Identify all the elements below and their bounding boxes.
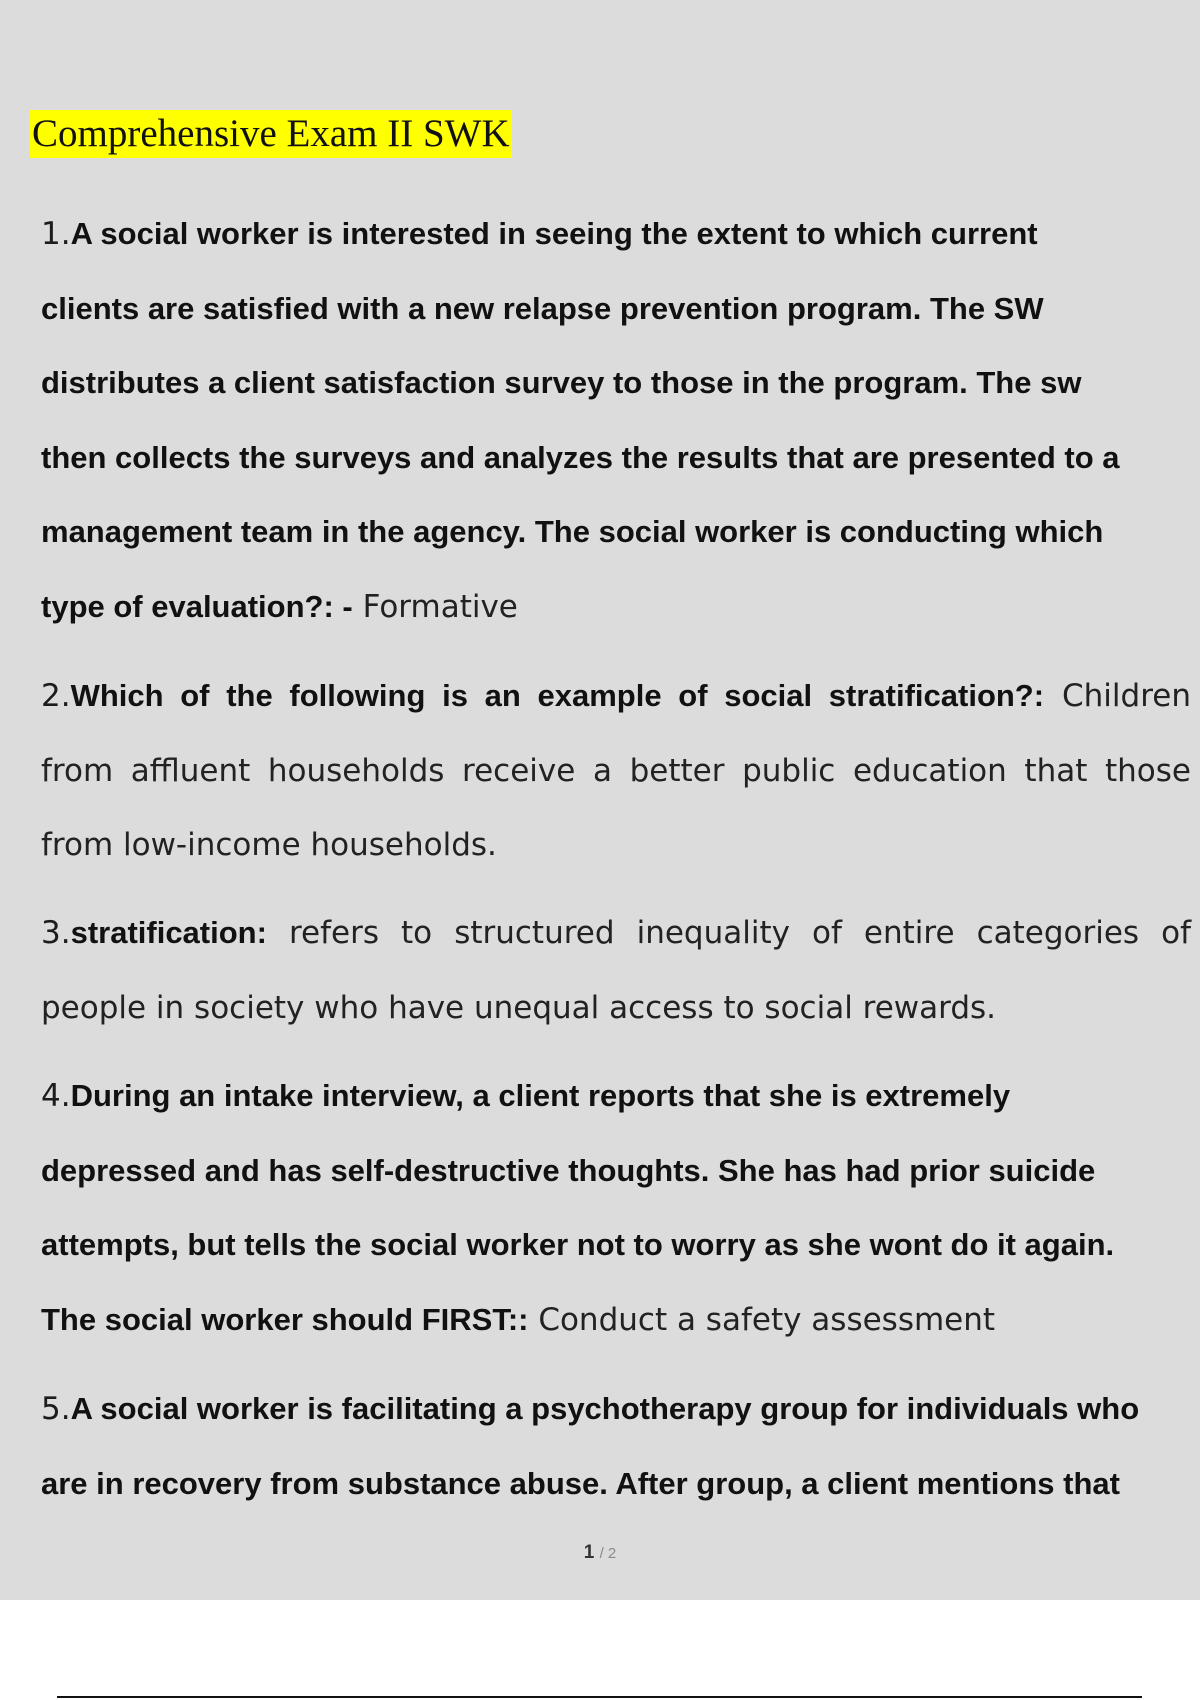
question-text-line: The social worker should FIRST:: [41,1301,529,1337]
question-text-line: During an intake interview, a client reports that she is extremely [70,1078,1011,1113]
total-pages: / 2 [599,1545,617,1562]
question-number: 4. [41,1078,71,1114]
document-title: Comprehensive Exam II SWK [30,110,512,158]
question-item-3 [41,896,1191,1045]
question-text-line: distributes a client satisfaction survey to those in the program. The sw [41,365,1082,400]
question-item-4 [41,1059,1191,1357]
answer-text: Formative [352,588,518,625]
question-text-line: type of evaluation?: - [41,588,353,624]
question-number: 1. [41,216,71,252]
question-item-1 [41,197,1191,644]
question-item-2 [41,659,1191,883]
next-page-divider [57,1696,1142,1698]
question-number: 5. [41,1391,71,1427]
question-number: 3. [41,915,71,951]
question-text-line: management team in the agency. The social worker is conducting which [41,514,1104,549]
question-text-line: clients are satisfied with a new relapse prevention program. The SW [41,290,1044,326]
question-item-5 [41,1372,1191,1521]
question-text-line: then collects the surveys and analyzes the results that are presented to a [41,439,1120,475]
answer-text: refers to structured inequality of entire categories of people in society who have unequal access to social rewards. [41,915,1191,1026]
question-text: stratification: [70,915,267,950]
question-text: Which of the following is an example of social stratification?: [70,678,1045,713]
current-page-number: 1 [583,1542,595,1563]
question-text-line: A social worker is interested in seeing the extent to which current [70,216,1038,251]
question-number: 2. [41,678,71,714]
question-text-line: A social worker is facilitating a psychotherapy group for individuals who [70,1391,1140,1426]
answer-text: Children from affluent households receive a better public education that those from low-income households. [41,678,1191,863]
answer-text: Conduct a safety assessment [528,1301,996,1338]
question-text-line: depressed and has self-destructive thoughts. She has had prior suicide [41,1152,1096,1188]
question-text-line: attempts, but tells the social worker not to worry as she wont do it again. [41,1227,1115,1262]
page-indicator [0,1542,1200,1564]
question-text-line: are in recovery from substance abuse. After group, a client mentions that [41,1465,1120,1501]
